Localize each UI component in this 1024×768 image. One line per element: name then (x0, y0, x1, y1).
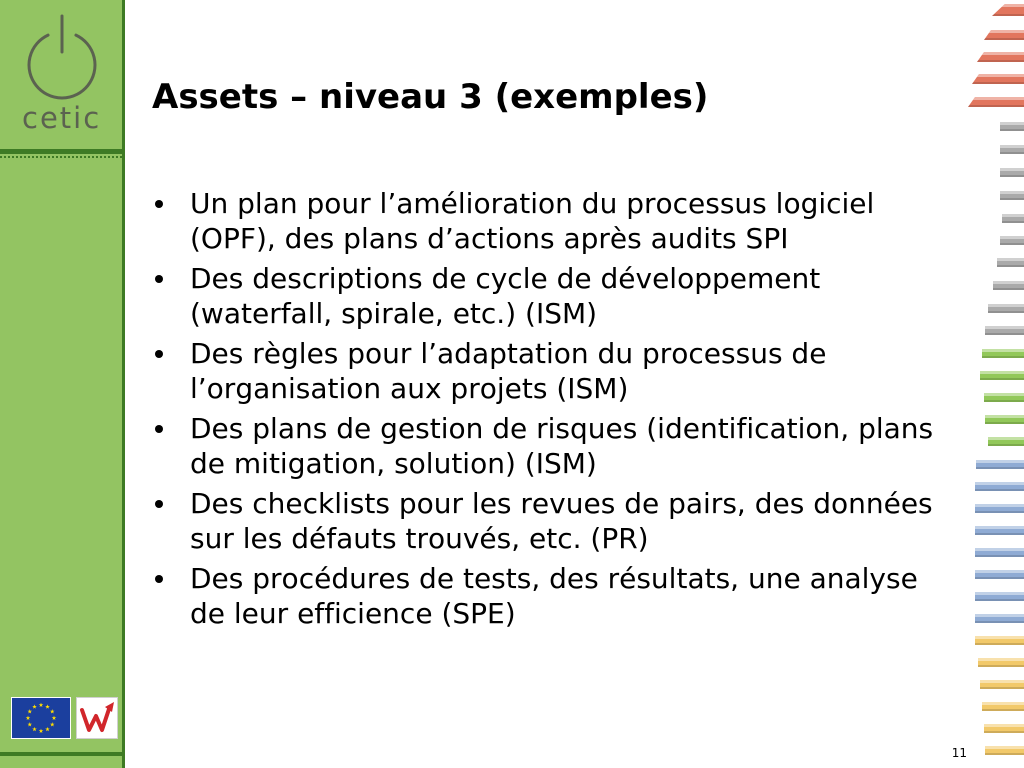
bullet-dot (155, 500, 163, 508)
decor-bar-blue (976, 460, 1024, 469)
power-ring-icon (20, 12, 104, 102)
decor-bar-gray (985, 326, 1024, 335)
bullet-text: Des plans de gestion de risques (identification, plans de mitigation, solution) (ISM) (190, 412, 934, 480)
sidebar-dotted-rule (0, 156, 122, 158)
sidebar (0, 0, 125, 768)
decor-bar-yellow (975, 636, 1024, 645)
bullet-text: Des checklists pour les revues de pairs, des données sur les défauts trouvés, etc. (PR) (190, 487, 933, 555)
sidebar-rule (0, 149, 122, 154)
decor-bar-blue (975, 614, 1024, 623)
decor-bar-blue (975, 592, 1024, 601)
bullet-item (190, 486, 947, 556)
sidebar-bottom-rule (0, 752, 122, 756)
decor-bar-gray (1000, 191, 1024, 200)
decor-bar-red (992, 4, 1024, 16)
decor-bar-gray (1000, 168, 1024, 177)
decor-bar-gray (1002, 214, 1024, 223)
logo-text: cetic (22, 101, 102, 135)
bullet-item (190, 186, 947, 256)
decor-bar-red (972, 74, 1024, 84)
bullet-text: Un plan pour l’amélioration du processus logiciel (OPF), des plans d’actions après audits SPI (190, 187, 875, 255)
bullet-dot (155, 425, 163, 433)
decor-bar-green (982, 349, 1024, 358)
decor-bar-gray (997, 258, 1024, 267)
decor-bar-gray (1000, 145, 1024, 154)
decor-bar-blue (975, 570, 1024, 579)
bullet-text: Des descriptions de cycle de développement (waterfall, spirale, etc.) (ISM) (190, 262, 821, 330)
decor-bar-red (977, 52, 1024, 62)
bullet-text: Des procédures de tests, des résultats, une analyse de leur efficience (SPE) (190, 562, 918, 630)
decor-bar-green (980, 371, 1024, 380)
decorative-bar-strip (960, 0, 1024, 768)
bullet-item (190, 411, 947, 481)
bullet-dot (155, 350, 163, 358)
decor-bar-gray (1000, 122, 1024, 131)
decor-bar-blue (975, 526, 1024, 535)
decor-bar-yellow (982, 702, 1024, 711)
decor-bar-green (988, 437, 1024, 446)
bullet-item (190, 336, 947, 406)
decor-bar-blue (975, 548, 1024, 557)
decor-bar-blue (975, 482, 1024, 491)
decor-bar-yellow (980, 680, 1024, 689)
slide-title: Assets – niveau 3 (exemples) (152, 77, 709, 117)
page-number: 11 (951, 746, 967, 760)
decor-bar-green (984, 393, 1024, 402)
decor-bar-red (984, 30, 1024, 40)
bullet-dot (155, 200, 163, 208)
decor-bar-yellow (978, 658, 1024, 667)
decor-bar-gray (988, 304, 1024, 313)
bullet-dot (155, 575, 163, 583)
bullet-dot (155, 275, 163, 283)
decor-bar-yellow (985, 746, 1024, 755)
decor-bar-blue (975, 504, 1024, 513)
bullet-item (190, 261, 947, 331)
w-logo-icon (76, 697, 118, 739)
decor-bar-gray (1000, 236, 1024, 245)
bullet-list (190, 186, 947, 636)
bullet-text: Des règles pour l’adaptation du processus de l’organisation aux projets (ISM) (190, 337, 827, 405)
decor-bar-green (985, 415, 1024, 424)
decor-bar-gray (993, 281, 1024, 290)
bullet-item (190, 561, 947, 631)
decor-bar-red (968, 97, 1024, 107)
decor-bar-yellow (984, 724, 1024, 733)
eu-flag-icon (11, 697, 71, 739)
